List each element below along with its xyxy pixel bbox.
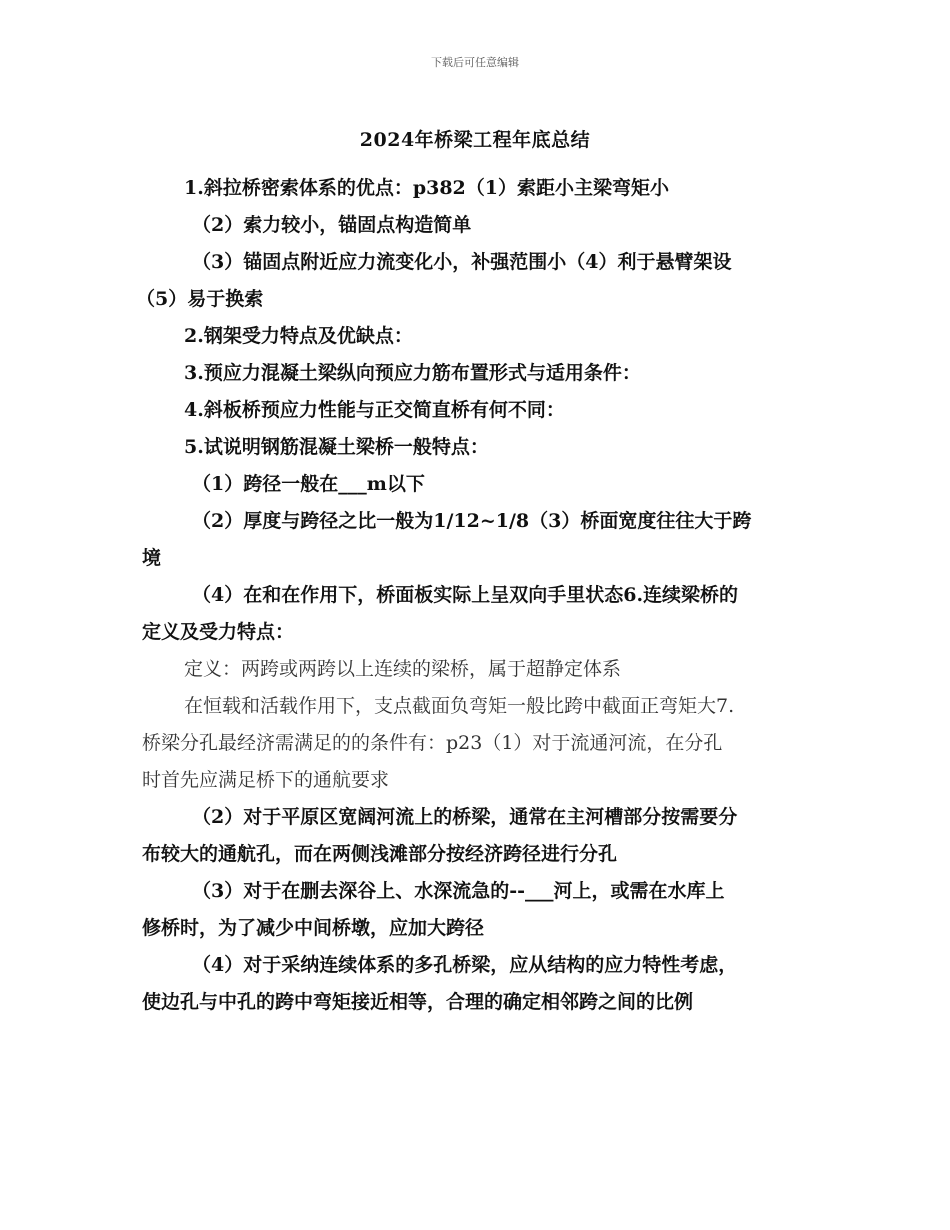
body-line: 使边孔与中孔的跨中弯矩接近相等，合理的确定相邻跨之间的比例 <box>142 991 694 1013</box>
body-line: 桥梁分孔最经济需满足的的条件有：p23（1）对于流通河流，在分孔 <box>142 732 723 754</box>
body-line: （5）易于换索 <box>136 288 264 310</box>
body-line: （2）厚度与跨径之比一般为1/12~1/8（3）桥面宽度往往大于跨 <box>192 510 752 532</box>
body-line: 布较大的通航孔，而在两侧浅滩部分按经济跨径进行分孔 <box>142 843 618 865</box>
body-line: 修桥时，为了减少中间桥墩，应加大跨径 <box>142 917 485 939</box>
body-line: （4）在和在作用下，桥面板实际上呈双向手里状态6.连续梁桥的 <box>192 584 739 606</box>
body-line: （4）对于采纳连续体系的多孔桥梁，应从结构的应力特性考虑， <box>192 954 738 976</box>
document-title: 2024年桥梁工程年底总结 <box>359 129 591 151</box>
document-body <box>136 170 818 1021</box>
body-line: （3）对于在删去深谷上、水深流急的--___河上，或需在水库上 <box>192 880 725 902</box>
header-note: 下载后可任意编辑 <box>431 56 519 69</box>
body-line: 4.斜板桥预应力性能与正交简直桥有何不同： <box>184 399 565 421</box>
body-line: 在恒载和活载作用下，支点截面负弯矩一般比跨中截面正弯矩大7. <box>184 695 735 717</box>
body-line: 3.预应力混凝土梁纵向预应力筋布置形式与适用条件： <box>184 362 641 384</box>
body-line: （2）索力较小，锚固点构造简单 <box>192 214 472 236</box>
body-line: 2.钢架受力特点及优缺点： <box>184 325 413 347</box>
body-line: 时首先应满足桥下的通航要求 <box>142 769 390 791</box>
body-line: （3）锚固点附近应力流变化小，补强范围小（4）利于悬臂架设 <box>192 251 732 273</box>
body-line: 境 <box>142 547 162 569</box>
body-line: （2）对于平原区宽阔河流上的桥梁，通常在主河槽部分按需要分 <box>192 806 738 828</box>
body-line: 5.试说明钢筋混凝土梁桥一般特点： <box>184 436 489 458</box>
body-line: （1）跨径一般在___m以下 <box>192 473 425 495</box>
body-line: 定义及受力特点： <box>142 621 295 643</box>
body-line: 1.斜拉桥密索体系的优点：p382（1）索距小主梁弯矩小 <box>184 177 670 199</box>
body-line: 定义：两跨或两跨以上连续的梁桥，属于超静定体系 <box>184 658 622 680</box>
